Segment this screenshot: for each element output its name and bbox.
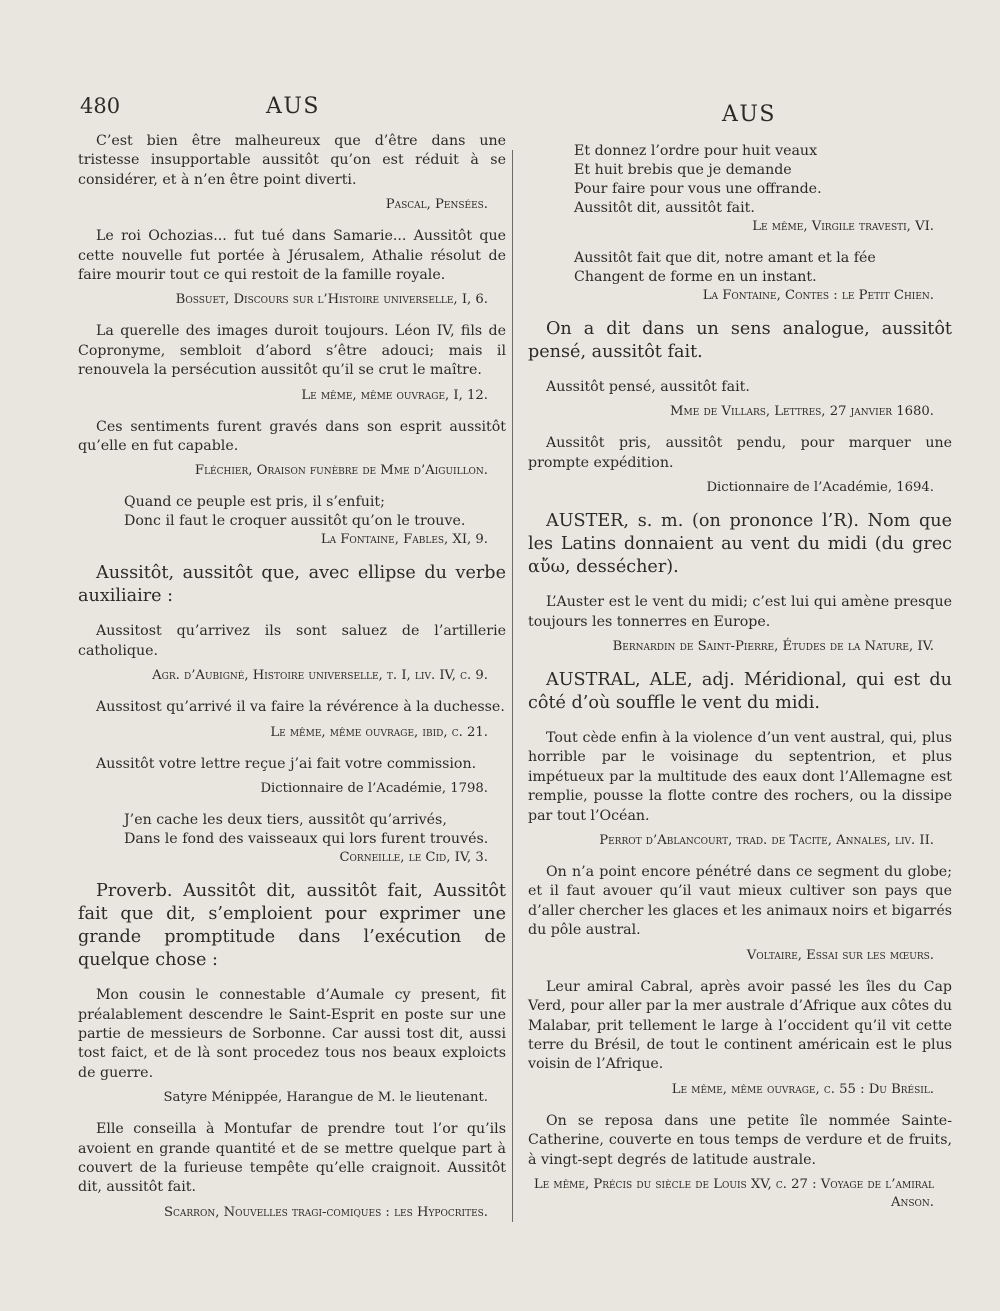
running-head-right: AUS [722,102,776,127]
source-citation: Mme de Villars, Lettres, 27 janvier 1680. [669,404,934,420]
quotation: Ces sentiments furent gravés dans son esprit aussitôt qu’elle en fut capable. [78,418,506,455]
entry-heading: AUSTRAL, ALE, adj. Méridional, qui est du côté d’où souffle le vent du midi. [528,670,952,714]
source-citation: Perrot d’Ablancourt, trad. de Tacite, Annales, liv. II. [599,833,934,849]
source-citation: Bernardin de Saint-Pierre, Études de la Nature, IV. [612,639,934,655]
quotation: Aussitost qu’arrivé il va faire la révérence à la duchesse. [96,699,505,716]
verse-line: Pour faire pour vous une offrande. [574,181,822,197]
sense-heading: Proverb. Aussitôt dit, aussitôt fait, Aussitôt fait que dit, s’emploient pour exprimer une grande promptitude dans l’exécution de quelque chose : [78,881,506,971]
sense-heading: Aussitôt, aussitôt que, avec ellipse du verbe auxiliaire : [78,563,506,607]
verse-line: Changent de forme en un instant. [574,269,817,285]
quotation: L’Auster est le vent du midi; c’est lui qui amène presque toujours les tonnerres en Europe. [528,594,952,630]
verse-line: Et huit brebis que je demande [574,162,792,178]
source-citation: Dictionnaire de l’Académie, 1694. [706,480,934,496]
source-citation: Voltaire, Essai sur les mœurs. [746,947,934,963]
verse-line: J’en cache les deux tiers, aussitôt qu’arrivés, [124,812,447,829]
source-citation: La Fontaine, Fables, XI, 9. [320,532,488,548]
quotation: La querelle des images duroit toujours. Léon IV, fils de Copronyme, sembloit d’abord s’être adouci; mais il renouvela la persécution aussitôt qu’il se crut le maître. [78,323,506,379]
quotation: Aussitost qu’arrivez ils sont saluez de l’artillerie catholique. [78,623,506,659]
quotation: Tout cède enfin à la violence d’un vent austral, qui, plus horrible par le voisinage du septentrion, et plus impétueux par la multitude des eaux dont l’Allemagne est remplie, pousse la flotte contre des rochers, ou la dissipe par tout l’Océan. [528,730,952,824]
source-citation: Le même, Virgile travesti, VI. [752,219,934,234]
quotation: Aussitôt votre lettre reçue j’ai fait votre commission. [96,755,477,772]
quotation: Aussitôt pensé, aussitôt fait. [546,379,750,395]
left-column [78,132,506,1235]
source-citation: Le même, Précis du siècle de Louis XV, c. 27 : Voyage de l’amiral Anson. [533,1176,934,1210]
source-citation: Agr. d’Aubigné, Histoire universelle, t. I, liv. IV, c. 9. [152,668,488,684]
verse-line: Donc il faut le croquer aussitôt qu’on le trouve. [124,513,466,530]
source-citation: Scarron, Nouvelles tragi-comiques : les Hypocrites. [163,1204,488,1220]
source-citation: Pascal, Pensées. [385,197,488,213]
source-citation: La Fontaine, Contes : le Petit Chien. [702,288,934,303]
verse-line: Quand ce peuple est pris, il s’enfuit; [124,494,385,511]
source-citation: Dictionnaire de l’Académie, 1798. [260,781,488,797]
source-citation: Fléchier, Oraison funèbre de Mme d’Aiguillon. [194,463,488,479]
quotation: On n’a point encore pénétré dans ce segment du globe; et il faut avouer qu’il vaut mieux cultiver son pays que d’aller chercher les glaces et les animaux noirs et bigarrés du pôle austral. [528,864,952,939]
source-citation: Bossuet, Discours sur l’Histoire universelle, I, 6. [175,292,488,308]
verse-line: Et donnez l’ordre pour huit veaux [574,143,818,159]
verse-line: Aussitôt fait que dit, notre amant et la fée [574,250,876,266]
quotation: On se reposa dans une petite île nommée Sainte-Catherine, couverte en tous temps de verdure et de fruits, à vingt-sept degrés de latitude australe. [528,1112,952,1168]
source-citation: Corneille, le Cid, IV, 3. [339,850,488,866]
entry-heading: AUSTER, s. m. (on prononce l’R). Nom que les Latins donnaient au vent du midi (du grec αὔω, dessécher). [528,511,952,578]
quotation: C’est bien être malheureux que d’être dans une tristesse insupportable aussitôt qu’on est réduit à se considérer, et à n’en être point diverti. [78,133,506,188]
source-citation: Le même, même ouvrage, ibid, c. 21. [270,724,488,740]
running-head-left: AUS [266,94,320,119]
verse-line: Dans le fond des vaisseaux qui lors furent trouvés. [124,831,489,848]
quotation: Mon cousin le connestable d’Aumale cy present, fit préalablement descendre le Saint-Esprit en poste sur une partie de messieurs de Sorbonne. Car aussi tost dit, aussi tost faict, et de là sont procedez tous nos beaux exploicts de guerre. [78,987,506,1081]
quotation: Le roi Ochozias... fut tué dans Samarie... Aussitôt que cette nouvelle fut portée à Jérusalem, Athalie résolut de faire mourir tout ce qui restoit de la famille royale. [78,228,506,284]
quotation: Aussitôt pris, aussitôt pendu, pour marquer une prompte expédition. [528,435,952,471]
sense-heading: On a dit dans un sens analogue, aussitôt pensé, aussitôt fait. [528,319,952,362]
page-number: 480 [80,94,121,118]
quotation: Elle conseilla à Montufar de prendre tout l’or qu’ils avoient en grande quantité et de se mettre quelque part à couvert de la furieuse tempête qu’elle craignoit. Aussitôt dit, aussitôt fait. [78,1121,506,1196]
right-column [528,142,952,1225]
verse-line: Aussitôt dit, aussitôt fait. [574,200,755,216]
source-citation: Le même, même ouvrage, c. 55 : Du Brésil. [671,1081,934,1097]
column-divider [512,150,513,1222]
source-citation: Le même, même ouvrage, I, 12. [301,387,488,403]
source-citation: Satyre Ménippée, Harangue de M. le lieutenant. [163,1090,488,1106]
quotation: Leur amiral Cabral, après avoir passé les îles du Cap Verd, pour aller par la mer australe d’Afrique aux côtes du Malabar, prit tellement le large à l’occident qu’il vit cette terre du Brésil, de tout le continent américain est le plus voisin de l’Afrique. [528,978,952,1073]
